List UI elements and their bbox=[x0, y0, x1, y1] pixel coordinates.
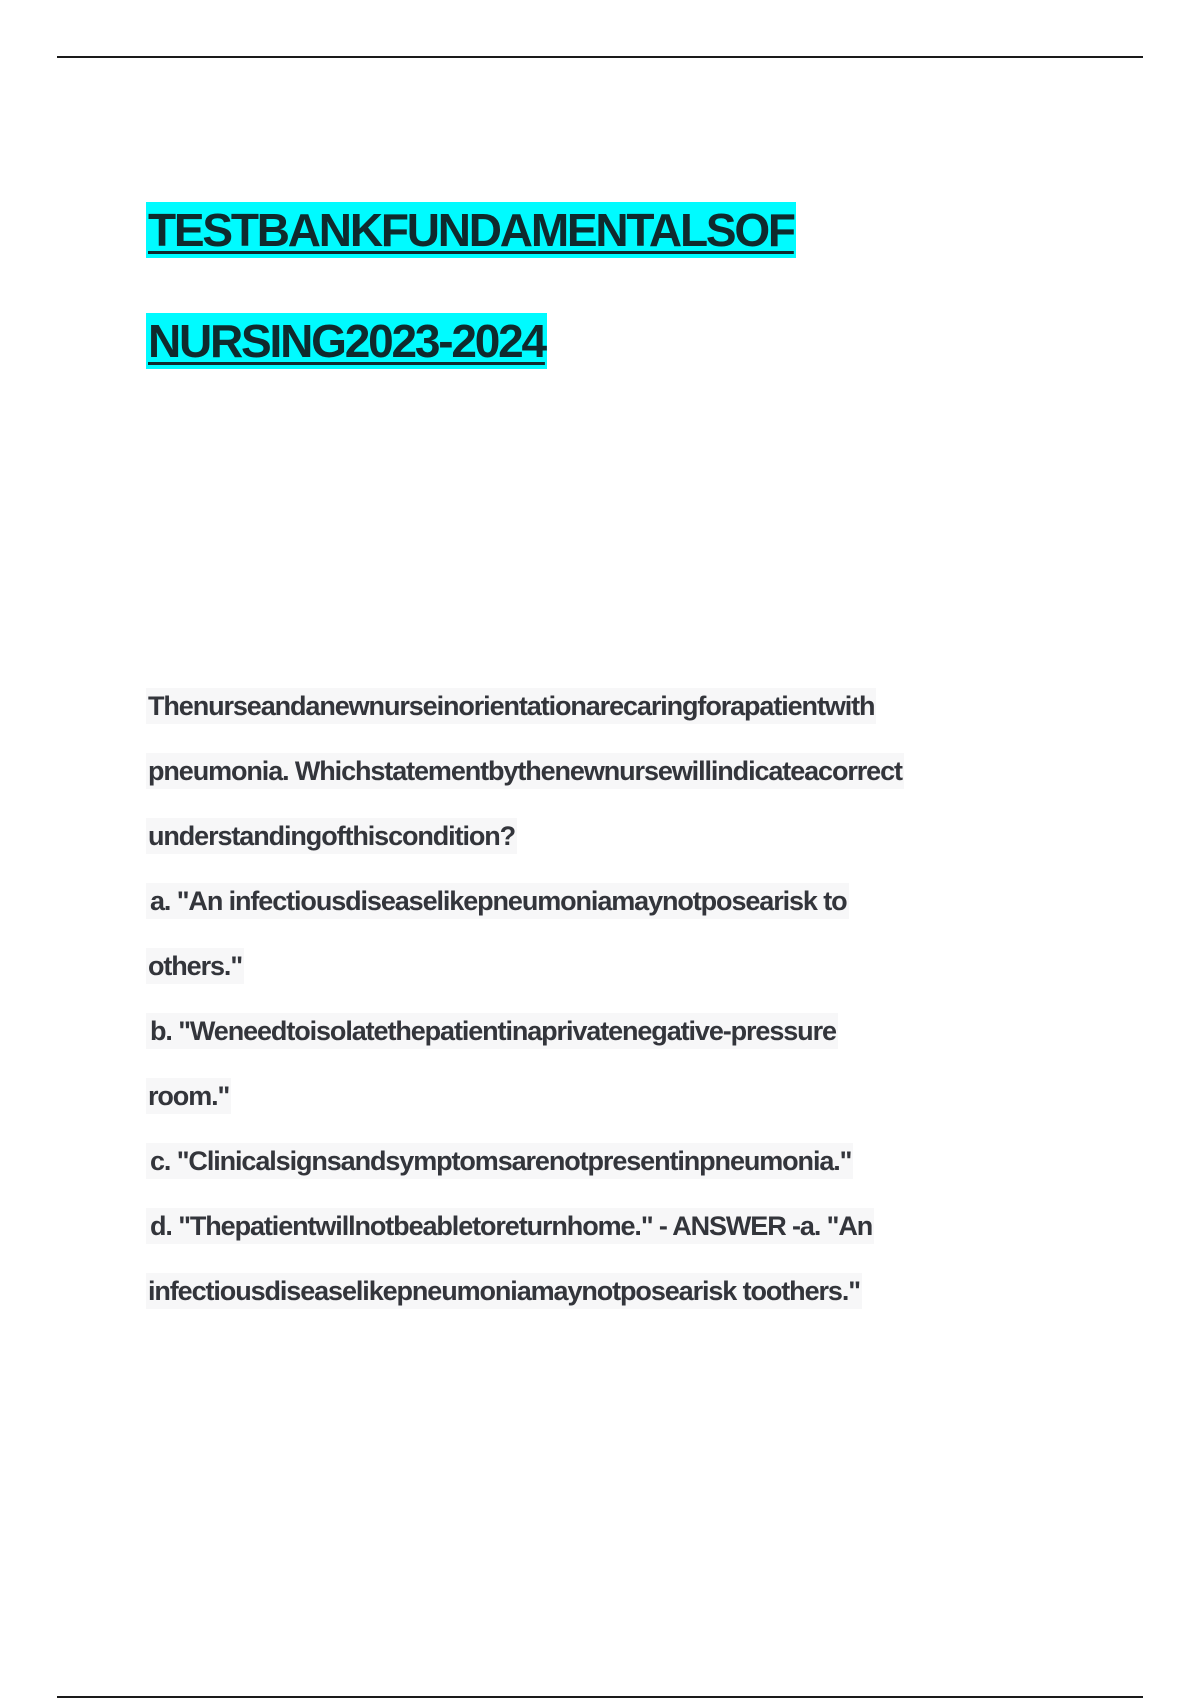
option-a-line-2: others." bbox=[146, 948, 244, 984]
option-d-line-1: d. "Thepatientwillnotbeabletoreturnhome." - ANSWER -a. "An bbox=[146, 1208, 874, 1244]
title-line-1: TESTBANKFUNDAMENTALSOF bbox=[148, 204, 794, 256]
title-line-2: NURSING2023-2024 bbox=[148, 315, 545, 367]
top-rule bbox=[57, 56, 1143, 58]
option-b-line-1: b. "Weneedtoisolatethepatientinaprivatenegative-pressure bbox=[146, 1013, 838, 1049]
question-line-3: understandingofthiscondition? bbox=[146, 818, 517, 854]
option-b-line-2: room." bbox=[146, 1078, 231, 1114]
answer-line-2: infectiousdiseaselikepneumoniamaynotposearisk toothers." bbox=[146, 1273, 862, 1309]
question-block bbox=[146, 688, 1046, 1338]
option-c-line-1: c. "Clinicalsignsandsymptomsarenotpresentinpneumonia." bbox=[146, 1143, 853, 1179]
question-line-1: Thenurseandanewnurseinorientationarecaringforapatientwith bbox=[146, 688, 876, 724]
option-a-line-1: a. "An infectiousdiseaselikepneumoniamaynotposearisk to bbox=[146, 883, 849, 919]
bottom-rule bbox=[57, 1696, 1143, 1698]
question-line-2: pneumonia. Whichstatementbythenewnursewillindicateacorrect bbox=[146, 753, 904, 789]
